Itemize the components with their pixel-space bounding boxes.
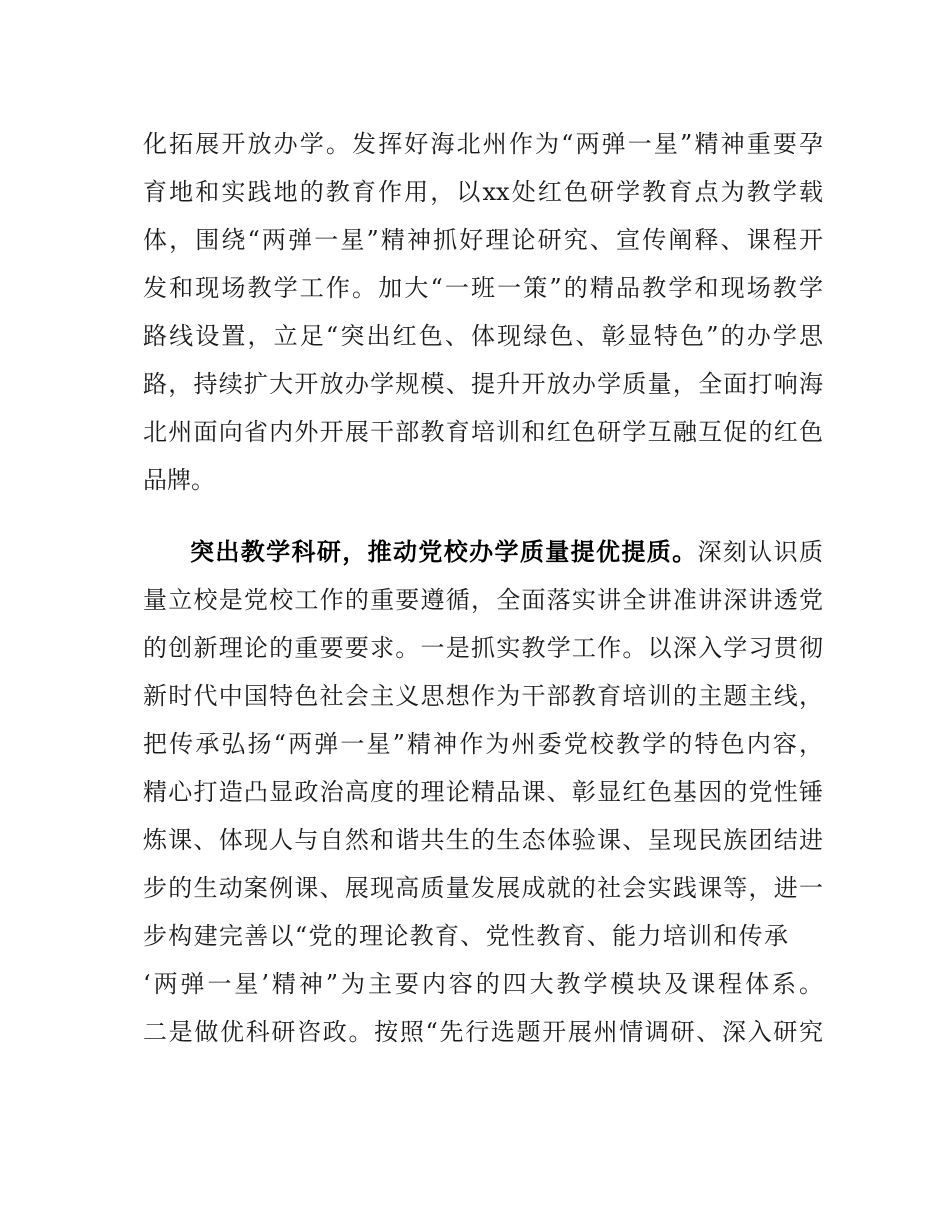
paragraph-1-line-2: 育地和实践地的教育作用，以xx处红色研学教育点为教学载: [143, 178, 823, 206]
paragraph-1-line-5: 路线设置，立足“突出红色、体现绿色、彰显特色”的办学思: [143, 322, 823, 350]
paragraph-2-line-1-rest: 深刻认识质: [697, 538, 823, 566]
paragraph-1-line-8: 品牌。: [143, 466, 215, 494]
paragraph-2-line-10: ‘两弹一星’精神”为主要内容的四大教学模块及课程体系。: [143, 970, 823, 998]
paragraph-2-line-2: 量立校是党校工作的重要遵循，全面落实讲全讲准讲深讲透党: [143, 586, 823, 614]
paragraph-2-first-line: [190, 532, 823, 572]
paragraph-1-line-7: 北州面向省内外开展干部教育培训和红色研学互融互促的红色: [143, 418, 823, 446]
paragraph-2-line-4: 新时代中国特色社会主义思想作为干部教育培训的主题主线，: [143, 682, 823, 710]
section-heading: 突出教学科研，推动党校办学质量提优提质。: [190, 538, 698, 566]
paragraph-2-line-8: 步的生动案例课、展现高质量发展成就的社会实践课等，进一: [143, 874, 823, 902]
paragraph-2-line-3: 的创新理论的重要要求。一是抓实教学工作。以深入学习贯彻: [143, 634, 823, 662]
paragraph-1-line-6: 路，持续扩大开放办学规模、提升开放办学质量，全面打响海: [143, 370, 823, 398]
paragraph-2-line-11: 二是做优科研咨政。按照“先行选题开展州情调研、深入研究: [143, 1018, 823, 1046]
paragraph-1-line-1: 化拓展开放办学。发挥好海北州作为“两弹一星”精神重要孕: [143, 130, 823, 158]
paragraph-2-line-7: 炼课、体现人与自然和谐共生的生态体验课、呈现民族团结进: [143, 826, 823, 854]
paragraph-1-line-3: 体，围绕“两弹一星”精神抓好理论研究、宣传阐释、课程开: [143, 226, 823, 254]
paragraph-2-line-6: 精心打造凸显政治高度的理论精品课、彰显红色基因的党性锤: [143, 778, 823, 806]
paragraph-2-line-5: 把传承弘扬“两弹一星”精神作为州委党校教学的特色内容，: [143, 730, 823, 758]
paragraph-1-line-4: 发和现场教学工作。加大“一班一策”的精品教学和现场教学: [143, 274, 823, 302]
paragraph-2-line-9: 步构建完善以“党的理论教育、党性教育、能力培训和传承: [143, 922, 788, 950]
